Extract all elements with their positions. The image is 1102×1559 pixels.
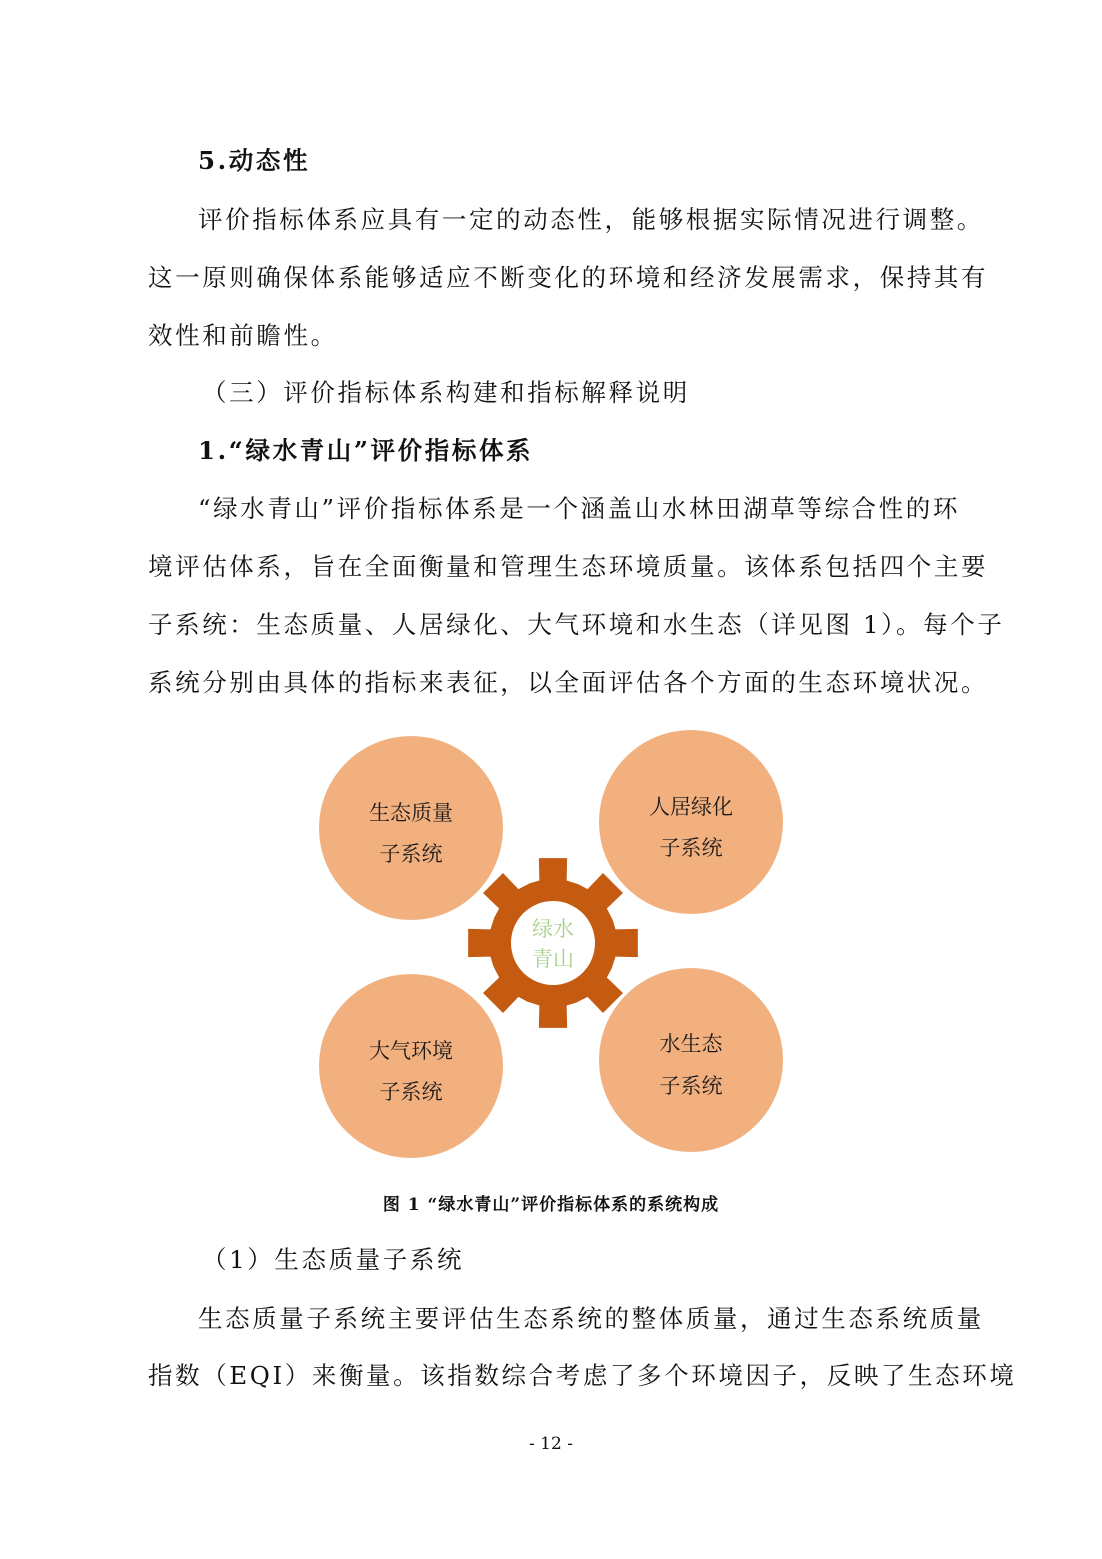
center-label-line1: 绿水 [532, 917, 574, 941]
paragraph-line: 效性和前瞻性。 [148, 321, 338, 350]
paragraph-line: 子系统：生态质量、人居绿化、大气环境和水生态（详见图 1）。每个子 [148, 610, 1005, 639]
center-label-line2: 青山 [532, 947, 574, 971]
page-number: - 12 - [529, 1434, 573, 1454]
gear-icon [468, 858, 638, 1028]
paragraph-line: 生态质量子系统主要评估生态系统的整体质量，通过生态系统质量 [198, 1304, 984, 1333]
subsystem-circle-atmospheric-environment [319, 974, 503, 1158]
paragraph-line: 指数（EQI）来衡量。该指数综合考虑了多个环境因子，反映了生态环境 [148, 1361, 1017, 1390]
subsection-1-heading: 1.“绿水青山”评价指标体系 [198, 436, 534, 465]
subsystem-diagram [300, 720, 800, 1180]
circle-label-line2: 子系统 [379, 1080, 443, 1104]
subsystem-circle-water-ecology [599, 968, 783, 1152]
paragraph-line: 这一原则确保体系能够适应不断变化的环境和经济发展需求，保持其有 [148, 263, 989, 292]
section-5-heading: 5.动态性 [198, 146, 311, 175]
circle-label-line2: 子系统 [379, 842, 443, 866]
circle-label-line2: 子系统 [659, 1074, 723, 1098]
paragraph-line: 境评估体系，旨在全面衡量和管理生态环境质量。该体系包括四个主要 [148, 552, 989, 581]
circle-label-line2: 子系统 [659, 836, 723, 860]
paragraph-line: “绿水青山”评价指标体系是一个涵盖山水林田湖草等综合性的环 [198, 494, 960, 523]
subsystem-circle-ecological-quality [319, 736, 503, 920]
circle-label-line1: 生态质量 [369, 801, 453, 825]
circle-label-line1: 人居绿化 [649, 795, 733, 819]
circle-label-line1: 水生态 [659, 1032, 723, 1056]
paragraph-line: 系统分别由具体的指标来表征，以全面评估各个方面的生态环境状况。 [148, 668, 989, 697]
section-3-heading: （三）评价指标体系构建和指标解释说明 [202, 378, 690, 407]
figure-caption: 图 1 “绿水青山”评价指标体系的系统构成 [382, 1195, 720, 1215]
subsystem-circle-living-greening [599, 730, 783, 914]
subsection-eco-heading: （1）生态质量子系统 [202, 1245, 465, 1274]
circle-label-line1: 大气环境 [369, 1039, 453, 1063]
paragraph-line: 评价指标体系应具有一定的动态性，能够根据实际情况进行调整。 [198, 205, 984, 234]
